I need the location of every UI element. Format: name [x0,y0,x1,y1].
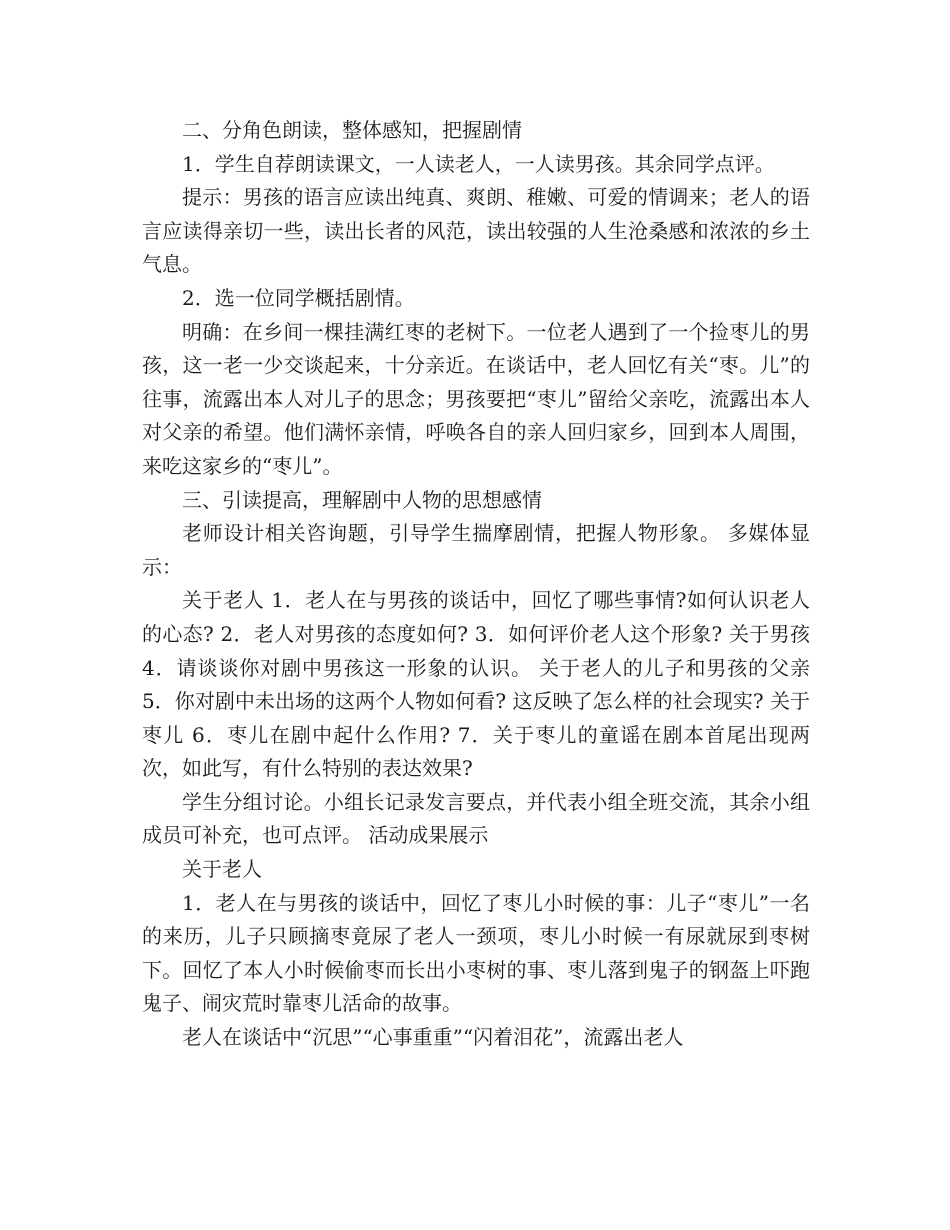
document-body [142,114,810,1055]
paragraph-summarize: 2．选一位同学概括剧情。 [182,285,415,310]
subheading-about-old-man: 关于老人 [182,857,262,882]
paragraph-old-man-feelings: 老人在谈话中“沉思”“心事重重”“闪着泪花”，流露出老人 [182,1025,684,1050]
paragraph-questions: 关于老人 1．老人在与男孩的谈话中，回忆了哪些事情?如何认识老人的心态? 2．老人对男孩的态度如何? 3．如何评价老人这个形象? 关于男孩 4．请谈谈你对剧中男孩这一形象的认识。 关于老人的儿子和男孩的父亲 5．你对剧中未出场的这两个人物如何看? 这反映了怎么样的社会现实? 关于枣儿 6．枣儿在剧中起什么作用? 7．关于枣儿的童谣在剧本首尾出现两次，如此写，有什么特别的表达效果? [142,588,810,781]
paragraph-teacher-design: 老师设计相关咨询题，引导学生揣摩剧情，把握人物形象。 多媒体显示： [142,521,810,579]
paragraph-read-aloud: 1．学生自荐朗读课文，一人读老人，一人读男孩。其余同学点评。 [182,151,775,176]
paragraph-old-man-memories: 1．老人在与男孩的谈话中，回忆了枣儿小时候的事：儿子“枣儿”一名的来历，儿子只顾摘枣竟尿了老人一颈项，枣儿小时候一有尿就尿到枣树下。回忆了本人小时候偷枣而长出小枣树的事、枣儿落到鬼子的钢盔上吓跑鬼子、闹灾荒时靠枣儿活命的故事。 [142,890,810,1016]
section-heading-3: 三、引读提高，理解剧中人物的思想感情 [182,487,542,512]
paragraph-plot-summary: 明确：在乡间一棵挂满红枣的老树下。一位老人遇到了一个捡枣儿的男孩，这一老一少交谈起来，十分亲近。在谈话中，老人回忆有关“枣。儿”的往事，流露出本人对儿子的思念；男孩要把“枣儿”留给父亲吃，流露出本人对父亲的希望。他们满怀亲情，呼唤各自的亲人回归家乡，回到本人周围，来吃这家乡的“枣儿”。 [142,319,810,478]
paragraph-hint: 提示：男孩的语言应读出纯真、爽朗、稚嫩、可爱的情调来；老人的语言应读得亲切一些，读出长者的风范，读出较强的人生沧桑感和浓浓的乡土气息。 [142,185,810,277]
paragraph-group-discussion: 学生分组讨论。小组长记录发言要点，并代表小组全班交流，其余小组成员可补充，也可点评。 活动成果展示 [142,789,810,848]
section-heading-2: 二、分角色朗读，整体感知，把握剧情 [182,118,522,142]
